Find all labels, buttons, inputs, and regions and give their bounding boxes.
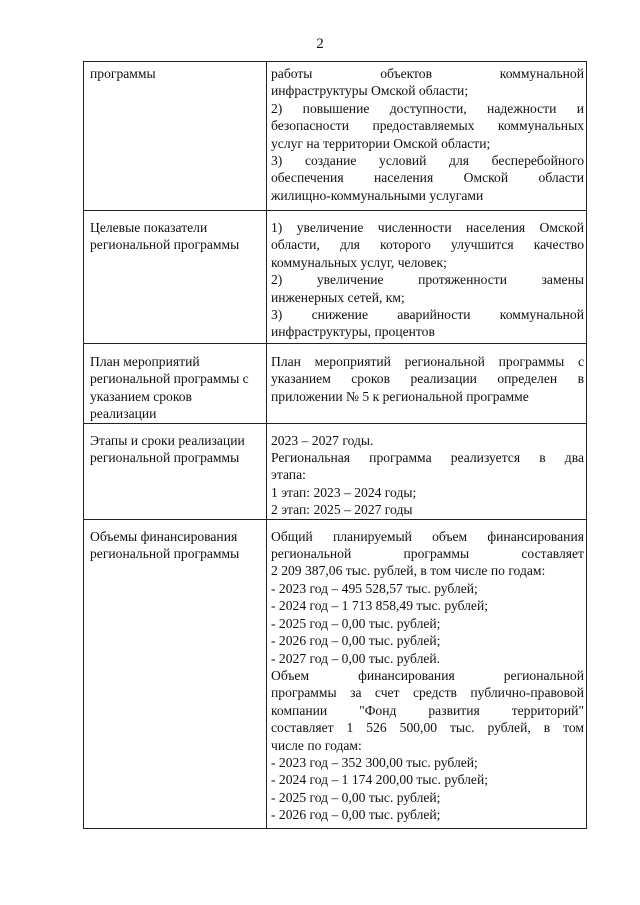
row-content-cell (267, 423, 587, 519)
row-content-cell (267, 62, 587, 211)
table-row (84, 423, 587, 519)
row-content-line: инфраструктуры, процентов (271, 324, 435, 340)
table-row (84, 519, 587, 828)
row-content-line: 1) увеличение численности населения Омской (271, 220, 584, 235)
program-passport-table (83, 61, 587, 829)
row-content-line: - 2023 год – 352 300,00 тыс. рублей; (271, 754, 478, 770)
row-label-line: План мероприятий (90, 354, 200, 369)
row-content-line: 3) создание условий для бесперебойного (271, 153, 584, 169)
row-content-line: - 2026 год – 0,00 тыс. рублей; (271, 633, 441, 649)
row-content-line: 2) увеличение протяженности замены (271, 272, 584, 288)
row-label-line: указанием сроков (90, 388, 192, 404)
row-content-line: числе по годам: (271, 737, 362, 753)
row-content-line: компании "Фонд развития территорий" (271, 702, 584, 718)
row-content-line: области, для которого улучшится качество (271, 237, 584, 253)
row-label-line: реализации (90, 406, 157, 422)
row-content-line: План мероприятий региональной программы с (271, 354, 584, 369)
table-row (84, 344, 587, 424)
row-label-cell (84, 62, 267, 211)
row-content-line: работы объектов коммунальной (271, 66, 584, 81)
row-label-cell (84, 344, 267, 424)
row-content-line: безопасности предоставляемых коммунальных (271, 118, 584, 134)
table-row (84, 211, 587, 344)
row-label-cell (84, 423, 267, 519)
row-content-line: обеспечения населения Омской области (271, 170, 584, 186)
row-label-line: региональной программы (90, 450, 240, 466)
row-content-line: приложении № 5 к региональной программе (271, 388, 529, 404)
row-label-line: региональной программы (90, 546, 240, 562)
page-number: 2 (316, 36, 324, 52)
row-content-line: - 2023 год – 495 528,57 тыс. рублей; (271, 580, 478, 596)
row-content-line: жилищно-коммунальными услугами (271, 187, 484, 203)
row-content-line: - 2027 год – 0,00 тыс. рублей. (271, 650, 441, 666)
row-content-line: - 2025 год – 0,00 тыс. рублей; (271, 789, 441, 805)
row-content-line: - 2026 год – 0,00 тыс. рублей; (271, 807, 441, 823)
row-content-cell (267, 519, 587, 828)
row-content-line: 2023 – 2027 годы. (271, 432, 374, 448)
table-row (84, 62, 587, 211)
row-content-line: этапа: (271, 467, 306, 483)
row-content-line: 2 209 387,06 тыс. рублей, в том числе по годам: (271, 563, 546, 579)
row-content-line: 1 этап: 2023 – 2024 годы; (271, 484, 417, 500)
row-label-cell (84, 519, 267, 828)
row-label-line: программы (90, 66, 156, 81)
row-content-line: региональной программы составляет (271, 546, 584, 562)
row-content-line: - 2024 год – 1 713 858,49 тыс. рублей; (271, 598, 489, 614)
row-content-cell (267, 211, 587, 344)
row-content-line: 2) повышение доступности, надежности и (271, 100, 584, 116)
row-content-line: Объем финансирования региональной (271, 667, 584, 683)
row-content-line: Общий планируемый объем финансирования (271, 528, 584, 544)
row-content-line: - 2025 год – 0,00 тыс. рублей; (271, 615, 441, 631)
row-label-line: Этапы и сроки реализации (90, 432, 245, 448)
table-body (84, 62, 587, 829)
row-label-line: региональной программы с (90, 371, 249, 387)
row-content-line: услуг на территории Омской области; (271, 135, 491, 151)
row-content-line: указанием сроков реализации определен в (271, 371, 584, 387)
row-label-line: Целевые показатели (90, 220, 208, 235)
row-content-cell (267, 344, 587, 424)
row-content-line: инфраструктуры Омской области; (271, 83, 469, 99)
row-content-line: 3) снижение аварийности коммунальной (271, 307, 584, 323)
row-content-line: коммунальных услуг, человек; (271, 254, 447, 270)
row-content-line: составляет 1 526 500,00 тыс. рублей, в том (271, 720, 584, 736)
row-content-line: Региональная программа реализуется в два (271, 450, 584, 466)
row-content-line: инженерных сетей, км; (271, 289, 405, 305)
row-content-line: - 2024 год – 1 174 200,00 тыс. рублей; (271, 772, 489, 788)
row-content-line: программы за счет средств публично-правовой (271, 685, 584, 701)
row-content-line: 2 этап: 2025 – 2027 годы (271, 502, 413, 518)
row-label-line: Объемы финансирования (90, 528, 238, 544)
row-label-line: региональной программы (90, 237, 240, 253)
row-label-cell (84, 211, 267, 344)
